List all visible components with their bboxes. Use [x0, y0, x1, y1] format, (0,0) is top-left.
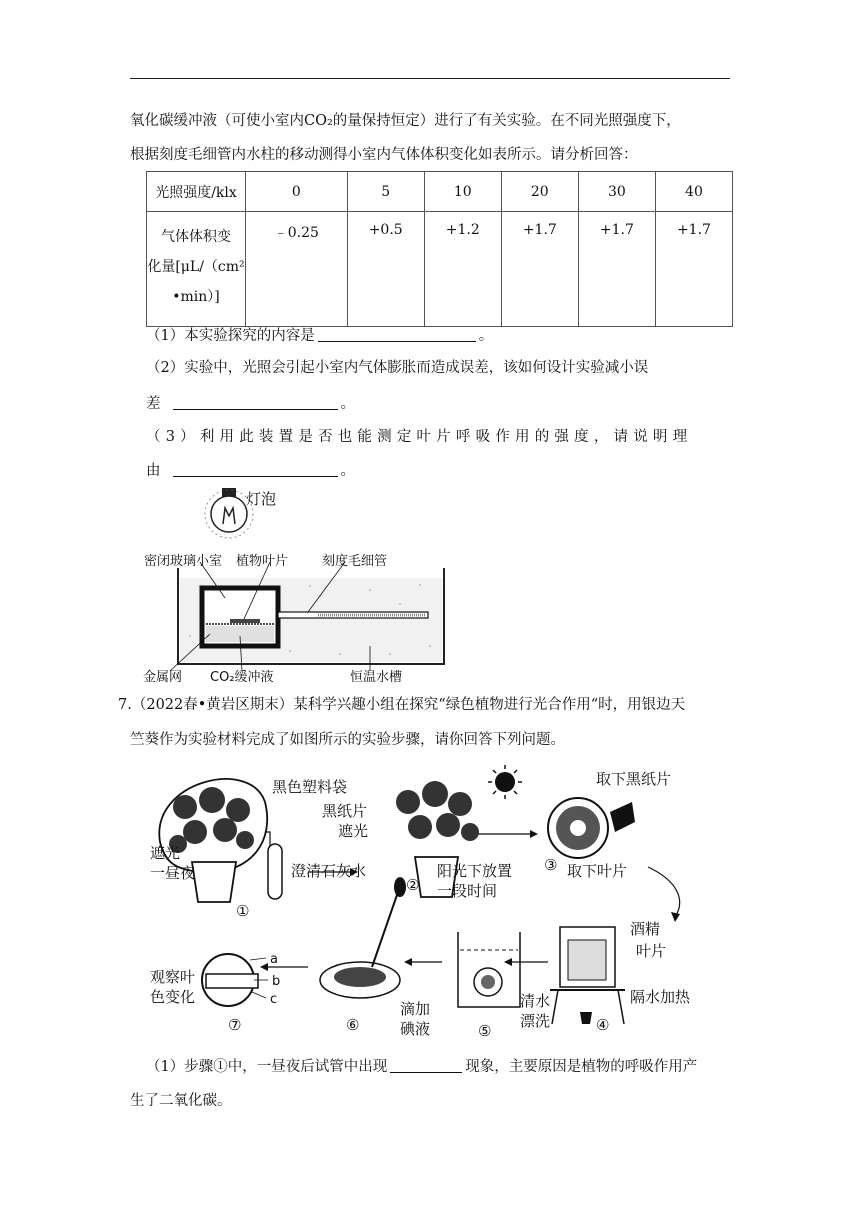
q6-sub3-line2: 由 。 [146, 456, 732, 486]
volume-cell: +1.7 [501, 212, 578, 327]
q7-sub1-line1: （1）步骤①中，一昼夜后试管中出现 现象，主要原因是植物的呼吸作用产 [146, 1052, 732, 1082]
answer-blank[interactable] [318, 325, 476, 342]
leaf-shape [230, 619, 260, 623]
step7-leaf [202, 954, 268, 1006]
q6-sub1: （1）本实验探究的内容是 。 [146, 321, 732, 351]
dark-label-2: 一昼夜 [150, 864, 196, 882]
remove-paper-label: 取下黑纸片 [596, 770, 672, 788]
answer-blank[interactable] [390, 1056, 462, 1073]
answer-blank[interactable] [173, 393, 338, 410]
volume-cell: +1.7 [578, 212, 655, 327]
row-header-volume: 气体体积变 化量[μL/（cm² •min）] [147, 212, 246, 327]
q6-sub3-line1: （3）利用此装置是否也能测定叶片呼吸作用的强度，请说明理 [146, 429, 693, 445]
step5-beaker [458, 932, 520, 1007]
tank-label: 恒温水槽 [350, 670, 403, 685]
bulb-label: 灯泡 [246, 490, 277, 508]
volume-cell: +1.2 [424, 212, 501, 327]
alcohol-label: 酒精 [630, 920, 661, 938]
q6-sub2-line1: （2）实验中，光照会引起小室内气体膨胀而造成误差，该如何设计实验减小误 [146, 360, 649, 376]
lime-label: 澄清石灰水 [291, 862, 367, 880]
light-cell: 0 [246, 172, 348, 212]
mark-c: c [270, 992, 278, 1007]
observe-label-1: 观察叶 [150, 968, 196, 986]
light-cell: 40 [655, 172, 732, 212]
mark-b: b [272, 974, 281, 989]
heat-label: 隔水加热 [630, 988, 691, 1006]
mark-a: a [270, 952, 278, 967]
step6-dish [320, 877, 406, 998]
data-table [146, 171, 733, 327]
step-3-marker: ③ [544, 856, 558, 874]
table-row [147, 172, 733, 212]
q7-line2: 竺葵作为实验材料完成了如图所示的实验步骤，请你回答下列问题。 [130, 732, 565, 748]
observe-label-2: 色变化 [150, 988, 196, 1006]
q7-line1: 7.（2022春•黄岩区期末）某科学兴趣小组在探究“绿色植物进行光合作用“时，用银边天 [118, 697, 686, 713]
leaf-label-2: 叶片 [636, 942, 667, 960]
step1-plant-in-bag [159, 779, 282, 902]
step3-leaf [548, 798, 635, 858]
mesh-label: 金属网 [143, 670, 183, 685]
answer-blank[interactable] [173, 460, 338, 477]
buffer-label: CO₂缓冲液 [210, 670, 274, 685]
header-rule [130, 78, 730, 79]
rinse-label-1: 清水 [520, 992, 551, 1010]
bag-label: 黑色塑料袋 [272, 778, 348, 796]
intro-line-1: 氧化碳缓冲液（可使小室内CO₂的量保持恒定）进行了有关实验。在不同光照强度下， [130, 113, 681, 129]
light-cell: 10 [424, 172, 501, 212]
rinse-label-2: 漂洗 [520, 1012, 551, 1030]
paper-label-1: 黑纸片 [322, 802, 368, 820]
step4-heating [550, 927, 625, 1024]
step-2-marker: ② [406, 876, 420, 894]
leaf-label: 植物叶片 [236, 554, 289, 569]
step-4-marker: ④ [596, 1016, 610, 1034]
iodine-label-2: 碘液 [400, 1020, 431, 1038]
volume-cell: ﹣0.25 [246, 212, 348, 327]
capillary-label: 刻度毛细管 [322, 554, 388, 569]
step-5-marker: ⑤ [478, 1022, 492, 1040]
dark-label-1: 遮光 [150, 844, 181, 862]
sun-label-1: 阳光下放置 [437, 862, 513, 880]
iodine-label-1: 滴加 [400, 1000, 431, 1018]
q7-sub1-line2: 生了二氧化碳。 [130, 1093, 232, 1109]
step-6-marker: ⑥ [346, 1016, 360, 1034]
q6-sub2-line2: 差 。 [146, 389, 732, 419]
intro-line-2: 根据刻度毛细管内水柱的移动测得小室内气体体积变化如表所示。请分析回答： [130, 147, 638, 163]
remove-leaf-label: 取下叶片 [567, 862, 628, 880]
chamber-label: 密闭玻璃小室 [144, 554, 223, 569]
paper-label-2: 遮光 [338, 822, 369, 840]
light-cell: 20 [501, 172, 578, 212]
table-row [147, 212, 733, 327]
step-7-marker: ⑦ [228, 1016, 242, 1034]
row-header-light: 光照强度/klx [147, 172, 246, 212]
sun-label-2: 一段时间 [437, 882, 498, 900]
light-cell: 30 [578, 172, 655, 212]
sun-icon [495, 772, 515, 792]
volume-cell: +1.7 [655, 212, 732, 327]
volume-cell: +0.5 [347, 212, 424, 327]
apparatus-figure [140, 486, 520, 686]
step-1-marker: ① [236, 902, 250, 920]
light-cell: 5 [347, 172, 424, 212]
